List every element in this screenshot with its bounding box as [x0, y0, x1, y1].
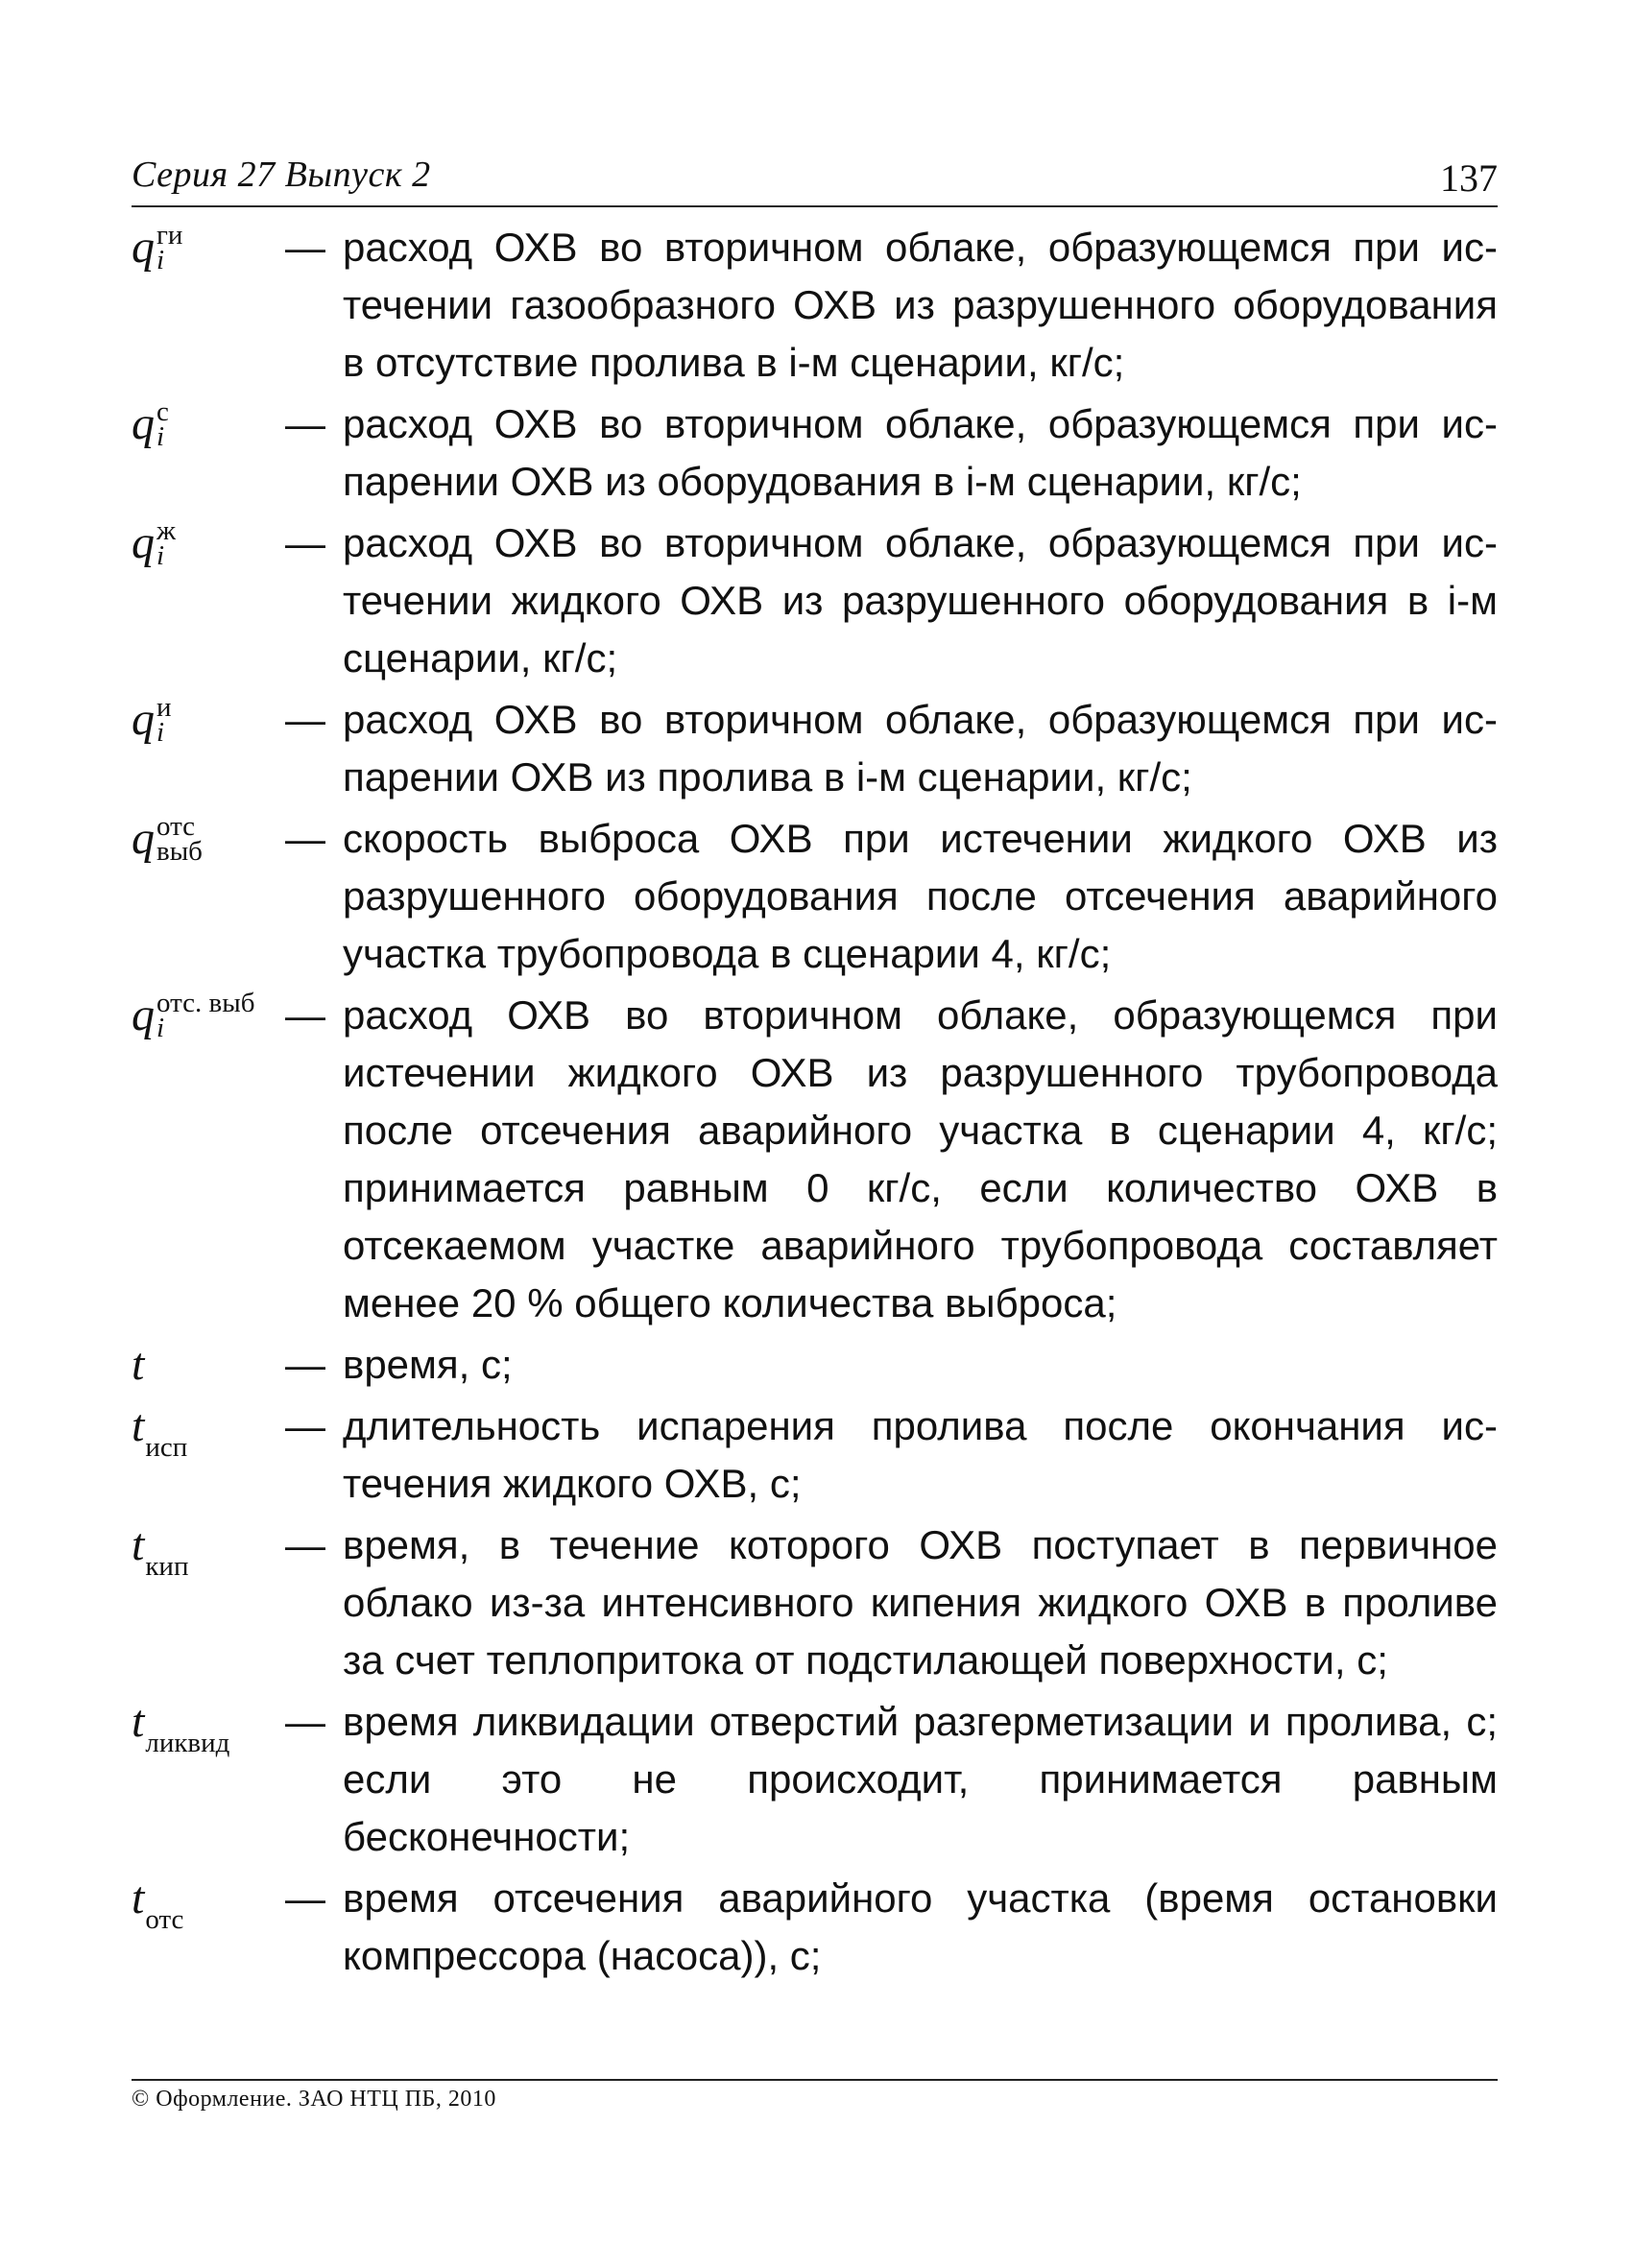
definition-text: время, с;	[343, 1342, 513, 1387]
page-footer	[132, 2079, 1498, 2113]
definition-item	[132, 514, 1498, 687]
definition-item	[132, 1397, 1498, 1513]
copyright-notice: © Оформление. ЗАО НТЦ ПБ, 2010	[132, 2087, 496, 2112]
definition-item	[132, 1516, 1498, 1689]
definition-item	[132, 219, 1498, 392]
definition-text: время отсечения аварийного участка (время остановки компрессора (насоса)), с;	[343, 1875, 1498, 1978]
definition-symbol: t	[132, 1339, 145, 1390]
definition-item	[132, 395, 1498, 511]
definition-dash: —	[285, 816, 325, 861]
definition-dash: —	[285, 1342, 325, 1387]
definition-symbol: q и i	[132, 692, 172, 748]
page-number: 137	[1440, 156, 1498, 200]
definition-text: расход ОХВ во вторичном облаке, образующемся при истечении газообразного ОХВ из разрушенного оборудования в отсутствие пролива в i-м сценарии, кг/с;	[343, 225, 1498, 385]
definition-dash: —	[285, 520, 325, 565]
definition-item	[132, 1870, 1498, 1985]
definition-dash: —	[285, 1875, 325, 1921]
definition-dash: —	[285, 1522, 325, 1567]
series-issue-label: Серия 27 Выпуск 2	[132, 155, 431, 195]
definition-dash: —	[285, 1403, 325, 1448]
definition-text: время ликвидации отверстий разгерметизации и пролива, с; если это не происходит, принимается равным бесконечности;	[343, 1699, 1498, 1859]
definition-item	[132, 987, 1498, 1332]
definition-symbol: $t_{исп}$	[132, 1400, 188, 1463]
definition-symbol: $t_{ликвид}$	[132, 1696, 230, 1758]
definition-symbol: q отс выб	[132, 811, 203, 867]
definition-text: расход ОХВ во вторичном облаке, образующемся при истечении жидкого ОХВ из разрушенного трубопровода после отсечения аварийного участка в сценарии 4, кг/с; принимается равным 0 кг/с, если количество ОХВ в отсекаемом участке аварийного трубопровода составляет менее 20 % общего количества выброса;	[343, 992, 1498, 1325]
definition-symbol: q ги i	[132, 220, 183, 275]
definition-dash: —	[285, 225, 325, 270]
definition-symbol: q с i	[132, 396, 169, 452]
definition-text: расход ОХВ во вторичном облаке, образующемся при испарении ОХВ из пролива в i-м сценарии, кг/с;	[343, 697, 1498, 800]
page-header	[132, 144, 1498, 207]
definition-text: расход ОХВ во вторичном облаке, образующемся при истечении жидкого ОХВ из разрушенного оборудования в i-м сценарии, кг/с;	[343, 520, 1498, 680]
definition-text: расход ОХВ во вторичном облаке, образующемся при испарении ОХВ из оборудования в i-м сценарии, кг/с;	[343, 401, 1498, 504]
definition-item	[132, 691, 1498, 806]
definitions-list	[132, 219, 1498, 1989]
definition-text: длительность испарения пролива после окончания истечения жидкого ОХВ, с;	[343, 1403, 1498, 1506]
definition-dash: —	[285, 401, 325, 446]
definition-dash: —	[285, 1699, 325, 1744]
definition-symbol: $t_{кип}$	[132, 1519, 189, 1582]
definition-item	[132, 810, 1498, 983]
definition-dash: —	[285, 697, 325, 742]
definition-text: время, в течение которого ОХВ поступает в первичное облако из-за интенсивного кипения жидкого ОХВ в проливе за счет теплопритока от подстилающей поверхности, с;	[343, 1522, 1498, 1683]
definition-dash: —	[285, 992, 325, 1038]
definition-symbol: q ж i	[132, 515, 177, 571]
definition-text: скорость выброса ОХВ при истечении жидкого ОХВ из разрушенного оборудования после отсечения аварийного участка трубопровода в сценарии 4, кг/с;	[343, 816, 1498, 976]
definition-symbol: q отс. выб i	[132, 988, 255, 1043]
definition-item	[132, 1693, 1498, 1866]
definition-item	[132, 1336, 1498, 1394]
definition-symbol: $t_{отс}$	[132, 1873, 184, 1935]
